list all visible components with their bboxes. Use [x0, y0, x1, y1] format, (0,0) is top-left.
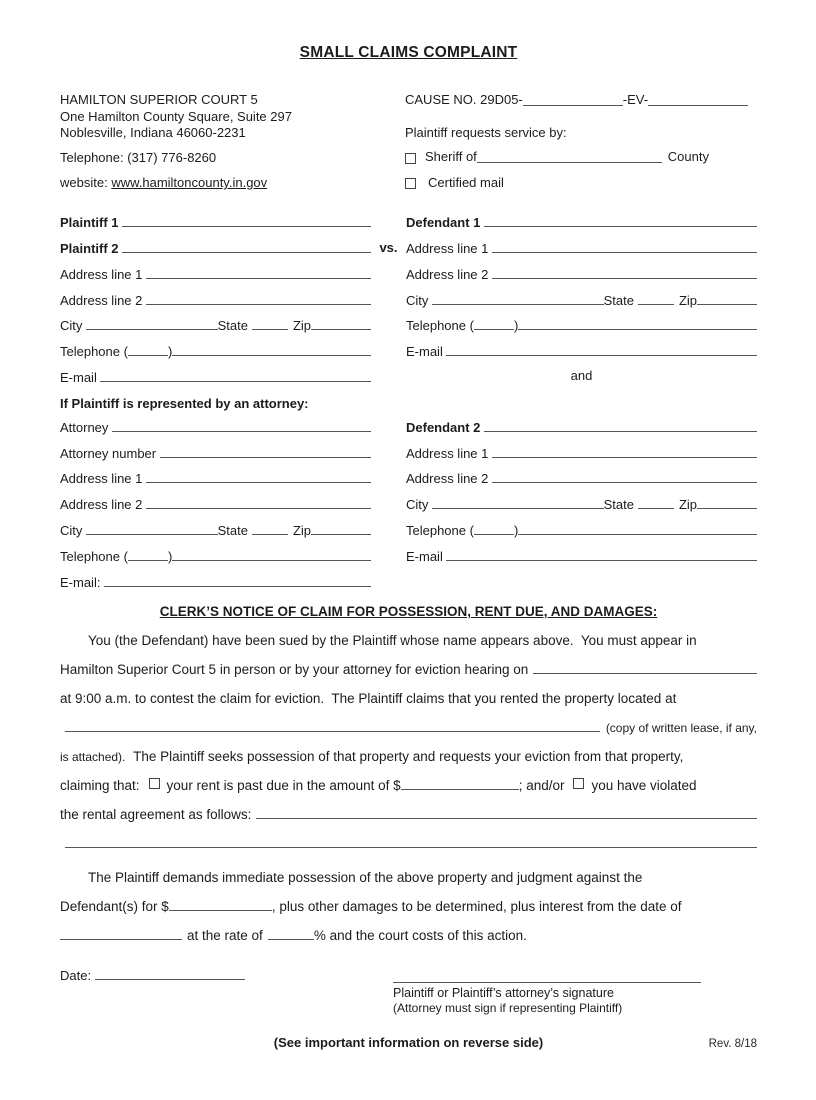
- email-colon-label: E-mail:: [60, 574, 105, 590]
- address1-label: Address line 1: [406, 241, 492, 257]
- paren-label: ): [513, 318, 519, 334]
- cause-service: [405, 92, 757, 192]
- plaintiff1-row: [60, 207, 371, 233]
- attorney-telephone-row: [60, 540, 371, 566]
- attorney-heading: If Plaintiff is represented by an attorney:: [60, 396, 309, 412]
- notice-line-4: (copy of written lease, if any,: [60, 711, 757, 740]
- defendant1-address2-input[interactable]: [492, 278, 757, 279]
- state-label: State: [217, 318, 248, 334]
- defendant1-areacode-input[interactable]: [474, 329, 514, 330]
- defendant1-email-input[interactable]: [446, 355, 757, 356]
- address2-label: Address line 2: [60, 497, 146, 513]
- notice-line-3: at 9:00 a.m. to contest the claim for eviction. The Plaintiff claims that you rented the property located at: [60, 690, 677, 706]
- plaintiff-areacode-input[interactable]: [128, 355, 168, 356]
- defendant1-label: Defendant 1: [406, 215, 485, 231]
- cause-number-label: CAUSE NO. 29D05-: [405, 92, 523, 107]
- cause-ev-label: -EV-: [622, 92, 649, 107]
- state-label: State: [603, 497, 634, 513]
- cause-number-row: [405, 92, 757, 109]
- and-row: [406, 361, 757, 387]
- defendant2-email-input[interactable]: [446, 560, 757, 561]
- state-label: State: [217, 523, 248, 539]
- reverse-side-note: (See important information on reverse side): [273, 1034, 544, 1050]
- city-label: City: [406, 497, 432, 513]
- plaintiff-address2-input[interactable]: [146, 304, 371, 305]
- attorney-number-input[interactable]: [160, 457, 371, 458]
- defendant1-telephone-row: [406, 310, 757, 336]
- paren-label: ): [513, 523, 519, 539]
- website-link[interactable]: www.hamiltoncounty.in.gov: [111, 175, 268, 190]
- vs-column: [371, 207, 406, 592]
- defendant2-city-input[interactable]: [432, 508, 604, 509]
- defendant2-telephone-row: [406, 514, 757, 540]
- court-info: [60, 92, 405, 192]
- and-label: and: [570, 368, 593, 384]
- date-label: Date:: [60, 967, 95, 983]
- email-label: E-mail: [406, 548, 447, 564]
- plaintiff-zip-input[interactable]: [311, 329, 371, 330]
- defendant2-zip-input[interactable]: [697, 508, 757, 509]
- sheriff-label: Sheriff of: [425, 149, 477, 164]
- address2-label: Address line 2: [406, 471, 492, 487]
- rental-agreement-input-2[interactable]: [65, 847, 757, 848]
- defendant-column: [406, 207, 757, 592]
- city-label: City: [406, 292, 432, 308]
- attorney-telephone-input[interactable]: [172, 560, 371, 561]
- date-input[interactable]: [95, 979, 245, 980]
- email-label: E-mail: [60, 370, 101, 386]
- cause-number-input-2[interactable]: [648, 105, 748, 106]
- interest-date-input[interactable]: [60, 939, 182, 940]
- defendant2-city-row: [406, 488, 757, 514]
- defendant1-city-row: [406, 284, 757, 310]
- defendant1-address2-row: [406, 258, 757, 284]
- zip-label: Zip: [678, 292, 697, 308]
- defendant1-address1-row: [406, 232, 757, 258]
- address1-label: Address line 1: [60, 266, 146, 282]
- plaintiff2-label: Plaintiff 2: [60, 241, 123, 257]
- defendant1-telephone-input[interactable]: [518, 329, 757, 330]
- defendant2-label: Defendant 2: [406, 419, 485, 435]
- property-address-input[interactable]: [65, 731, 600, 732]
- address1-label: Address line 1: [406, 445, 492, 461]
- signature-block: [393, 965, 701, 1015]
- notice-line-6: claiming that: your rent is past due in the amount of $ ; and/or you have violated: [60, 777, 697, 793]
- attorney-number-row: [60, 437, 371, 463]
- defendant2-name-input[interactable]: [484, 431, 757, 432]
- plaintiff-address1-row: [60, 258, 371, 284]
- hearing-date-input[interactable]: [533, 673, 757, 674]
- website-label: website:: [60, 175, 112, 190]
- violation-checkbox[interactable]: [573, 778, 584, 789]
- telephone-label: Telephone (: [60, 548, 128, 564]
- cause-number-input-1[interactable]: [523, 105, 623, 106]
- plaintiff-city-row: [60, 310, 371, 336]
- telephone-label: Telephone (: [60, 344, 128, 360]
- parties-section: [60, 207, 757, 592]
- defendant1-row: [406, 207, 757, 233]
- defendant2-address2-row: [406, 463, 757, 489]
- plaintiff1-label: Plaintiff 1: [60, 215, 123, 231]
- defendant1-state-input[interactable]: [638, 304, 674, 305]
- attorney-city-input[interactable]: [86, 534, 218, 535]
- plaintiff-email-row: [60, 361, 371, 387]
- header-section: [60, 92, 757, 192]
- paren-label: ): [167, 548, 173, 564]
- plaintiff1-name-input[interactable]: [122, 226, 371, 227]
- plaintiff-city-input[interactable]: [86, 329, 218, 330]
- certified-mail-checkbox[interactable]: [405, 178, 416, 189]
- rental-agreement-input-1[interactable]: [256, 818, 757, 819]
- plaintiff-address2-row: [60, 284, 371, 310]
- plaintiff-telephone-input[interactable]: [172, 355, 371, 356]
- attorney-areacode-input[interactable]: [128, 560, 168, 561]
- certified-mail-row: [405, 175, 757, 192]
- attorney-state-input[interactable]: [252, 534, 288, 535]
- zip-label: Zip: [678, 497, 697, 513]
- attorney-address2-input[interactable]: [146, 508, 371, 509]
- notice-line-7: the rental agreement as follows:: [60, 798, 757, 827]
- plaintiff2-name-input[interactable]: [122, 252, 371, 253]
- state-label: State: [603, 292, 634, 308]
- rent-amount-input[interactable]: [401, 789, 519, 790]
- notice-line-8: [60, 827, 757, 856]
- defendant2-address1-row: [406, 437, 757, 463]
- footer-section: [60, 1035, 757, 1050]
- attorney-label: Attorney: [60, 419, 113, 435]
- address2-label: Address line 2: [60, 292, 146, 308]
- judgment-line-3: at the rate of % and the court costs of this action.: [60, 919, 757, 948]
- attorney-email-row: [60, 566, 371, 592]
- email-label: E-mail: [406, 344, 447, 360]
- telephone-label: Telephone (: [406, 523, 474, 539]
- attorney-name-input[interactable]: [112, 431, 371, 432]
- city-label: City: [60, 523, 86, 539]
- certified-mail-label: Certified mail: [428, 174, 504, 190]
- notice-line-2: Hamilton Superior Court 5 in person or by your attorney for eviction hearing on: [60, 653, 757, 682]
- address2-label: Address line 2: [406, 266, 492, 282]
- interest-rate-input[interactable]: [268, 939, 314, 940]
- zip-label: Zip: [292, 523, 311, 539]
- judgment-line-2: Defendant(s) for $ , plus other damages to be determined, plus interest from the date of: [60, 898, 682, 914]
- county-label: County: [667, 149, 709, 164]
- judgment-line-1: The Plaintiff demands immediate possession of the above property and judgment against the: [88, 869, 643, 885]
- clerks-notice-heading: CLERK’S NOTICE OF CLAIM FOR POSSESSION, RENT DUE, AND DAMAGES:: [159, 603, 658, 619]
- plaintiff-address1-input[interactable]: [146, 278, 371, 279]
- telephone-label: Telephone (: [406, 318, 474, 334]
- sheriff-service-row: [405, 149, 757, 166]
- judgment-paragraph: [60, 861, 757, 948]
- city-label: City: [60, 318, 86, 334]
- attorney-email-input[interactable]: [104, 586, 371, 587]
- defendant2-address1-input[interactable]: [492, 457, 757, 458]
- sheriff-county-input[interactable]: [477, 162, 662, 163]
- service-heading: Plaintiff requests service by:: [405, 124, 567, 140]
- form-page: [0, 44, 816, 1050]
- attorney-city-row: [60, 514, 371, 540]
- plaintiff-email-input[interactable]: [100, 381, 371, 382]
- defendant2-address2-input[interactable]: [492, 482, 757, 483]
- court-telephone: Telephone: (317) 776-8260: [60, 149, 217, 165]
- signature-input[interactable]: [393, 982, 701, 983]
- defendant1-address1-input[interactable]: [492, 252, 757, 253]
- defendant1-zip-input[interactable]: [697, 304, 757, 305]
- defendant2-state-input[interactable]: [638, 508, 674, 509]
- plaintiff-telephone-row: [60, 335, 371, 361]
- rent-due-checkbox[interactable]: [149, 778, 160, 789]
- zip-label: Zip: [292, 318, 311, 334]
- defendant2-email-row: [406, 540, 757, 566]
- revision-label: Rev. 8/18: [708, 1037, 757, 1050]
- judgment-amount-input[interactable]: [169, 910, 272, 911]
- defendant2-areacode-input[interactable]: [474, 534, 514, 535]
- signature-section: [60, 965, 757, 1015]
- date-row: [60, 965, 393, 983]
- attorney-zip-input[interactable]: [311, 534, 371, 535]
- vs-label: vs.: [379, 239, 398, 255]
- attorney-name-row: [60, 411, 371, 437]
- address1-label: Address line 1: [60, 471, 146, 487]
- sheriff-checkbox[interactable]: [405, 153, 416, 164]
- signature-caption: Plaintiff or Plaintiff’s attorney’s signature: [393, 985, 614, 1000]
- defendant2-telephone-input[interactable]: [518, 534, 757, 535]
- signature-subcaption: (Attorney must sign if representing Plaintiff): [393, 1000, 623, 1015]
- attorney-number-label: Attorney number: [60, 445, 160, 461]
- notice-paragraph: [60, 624, 757, 856]
- paren-label: ): [167, 344, 173, 360]
- defendant1-city-input[interactable]: [432, 304, 604, 305]
- defendant-column-spacer: [406, 387, 757, 411]
- court-website-line: [60, 175, 405, 192]
- attorney-address1-input[interactable]: [146, 482, 371, 483]
- defendant2-row: [406, 411, 757, 437]
- defendant1-email-row: [406, 335, 757, 361]
- plaintiff-state-input[interactable]: [252, 329, 288, 330]
- plaintiff2-row: [60, 232, 371, 258]
- notice-line-5: is attached). The Plaintiff seeks possession of that property and requests your eviction from that property,: [60, 748, 684, 764]
- attorney-address2-row: [60, 488, 371, 514]
- court-address1: One Hamilton County Square, Suite 297: [60, 108, 292, 124]
- notice-line-1: You (the Defendant) have been sued by the Plaintiff whose name appears above. You must appear in: [88, 632, 697, 648]
- court-address2: Noblesville, Indiana 46060-2231: [60, 125, 246, 140]
- court-name: HAMILTON SUPERIOR COURT 5: [60, 92, 258, 107]
- attorney-address1-row: [60, 463, 371, 489]
- page-title: SMALL CLAIMS COMPLAINT: [299, 44, 518, 61]
- plaintiff-column: [60, 207, 371, 592]
- defendant1-name-input[interactable]: [484, 226, 757, 227]
